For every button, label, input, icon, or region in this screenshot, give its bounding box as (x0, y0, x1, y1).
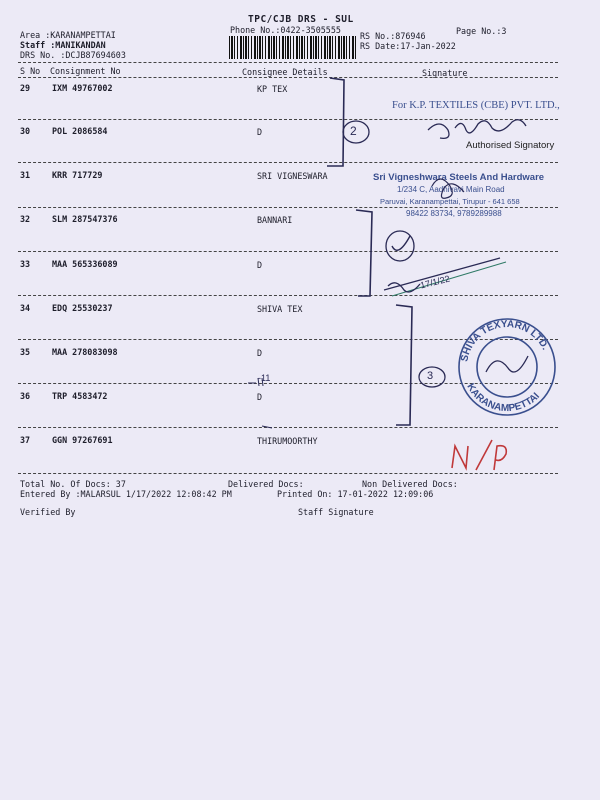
printed-on: Printed On: 17-01-2022 12:09:06 (277, 489, 434, 499)
row-sno: 35 (20, 347, 31, 357)
row-sno: 32 (20, 214, 31, 224)
row-sno: 30 (20, 126, 31, 136)
rs-date: RS Date:17-Jan-2022 (360, 41, 456, 51)
shiva-stamp-bottom: KARANAMPETTAI (464, 381, 542, 415)
row-consignee: SHIVA TEX (257, 304, 303, 314)
sv-stamp-address2: Paruvai, Karanampettai, Tirupur - 641 658 (380, 197, 520, 206)
entered-by: Entered By :MALARSUL 1/17/2022 12:08:42 PM (20, 489, 232, 499)
sv-stamp-phone: 98422 83734, 9789289988 (406, 209, 502, 218)
staff-signature-label: Staff Signature (298, 507, 374, 517)
row-consignee: BANNARI (257, 215, 293, 225)
row-sno: 29 (20, 83, 31, 93)
row-consignment: SLM 287547376 (52, 214, 118, 224)
svg-text:SHIVA TEXYARN LTD. (459, 319, 550, 363)
handwritten-date: 17/1/22 (419, 273, 451, 291)
row-consignee: D (257, 127, 263, 137)
handwritten-np (520, 440, 522, 441)
row-consignee: D (257, 348, 263, 358)
col-header-sno: S No (20, 66, 41, 76)
verified-by: Verified By (20, 507, 76, 517)
row-sno: 36 (20, 391, 31, 401)
row-consignee: KP TEX (257, 84, 288, 94)
handwritten-mark-2: 2 (350, 124, 357, 138)
kp-stamp-company: For K.P. TEXTILES (CBE) PVT. LTD., (392, 100, 560, 111)
row-consignee: SRI VIGNESWARA (257, 171, 328, 181)
staff-field: Staff :MANIKANDAN (20, 40, 106, 50)
handwritten-dash-note: -11 (258, 373, 271, 383)
row-consignee: D (257, 260, 263, 270)
kp-stamp-authorised: Authorised Signatory (466, 140, 555, 151)
row-sno: 33 (20, 259, 31, 269)
row-consignment: POL 2086584 (52, 126, 108, 136)
non-delivered-docs: Non Delivered Docs: (362, 479, 458, 489)
row-consignment: MAA 565336089 (52, 259, 118, 269)
row-consignment: KRR 717729 (52, 170, 103, 180)
row-consignee: THIRUMOORTHY (257, 436, 318, 446)
row-consignment: MAA 278083098 (52, 347, 118, 357)
page-number: Page No.:3 (456, 26, 507, 36)
row-sno: 31 (20, 170, 31, 180)
row-consignee: D (257, 392, 263, 402)
area-field: Area :KARANAMPETTAI (20, 30, 116, 40)
phone-number: Phone No.:0422-3505555 (230, 25, 341, 35)
handwritten-mark-3: 3 (427, 370, 434, 382)
row-consignment: IXM 49767002 (52, 83, 113, 93)
report-title: TPC/CJB DRS - SUL (248, 14, 354, 25)
row-sno: 37 (20, 435, 31, 445)
row-consignment: GGN 97267691 (52, 435, 113, 445)
col-header-signature: Signature (422, 68, 468, 78)
row-consignment: TRP 4583472 (52, 391, 108, 401)
col-header-consignee: Consignee Details (242, 67, 328, 77)
sv-stamp-address1: 1/234 C, Aadhivavi Main Road (397, 185, 505, 194)
col-header-consignment: Consignment No (50, 66, 121, 76)
sv-stamp-name: Sri Vigneshwara Steels And Hardware (373, 172, 545, 183)
total-docs: Total No. Of Docs: 37 (20, 479, 126, 489)
rs-number: RS No.:876946 (360, 31, 426, 41)
delivered-docs: Delivered Docs: (228, 479, 304, 489)
row-consignment: EDQ 25530237 (52, 303, 113, 313)
drs-number: DRS No. :DCJB87694603 (20, 50, 126, 60)
shiva-stamp-top: SHIVA TEXYARN LTD. (459, 318, 551, 363)
row-sno: 34 (20, 303, 31, 313)
